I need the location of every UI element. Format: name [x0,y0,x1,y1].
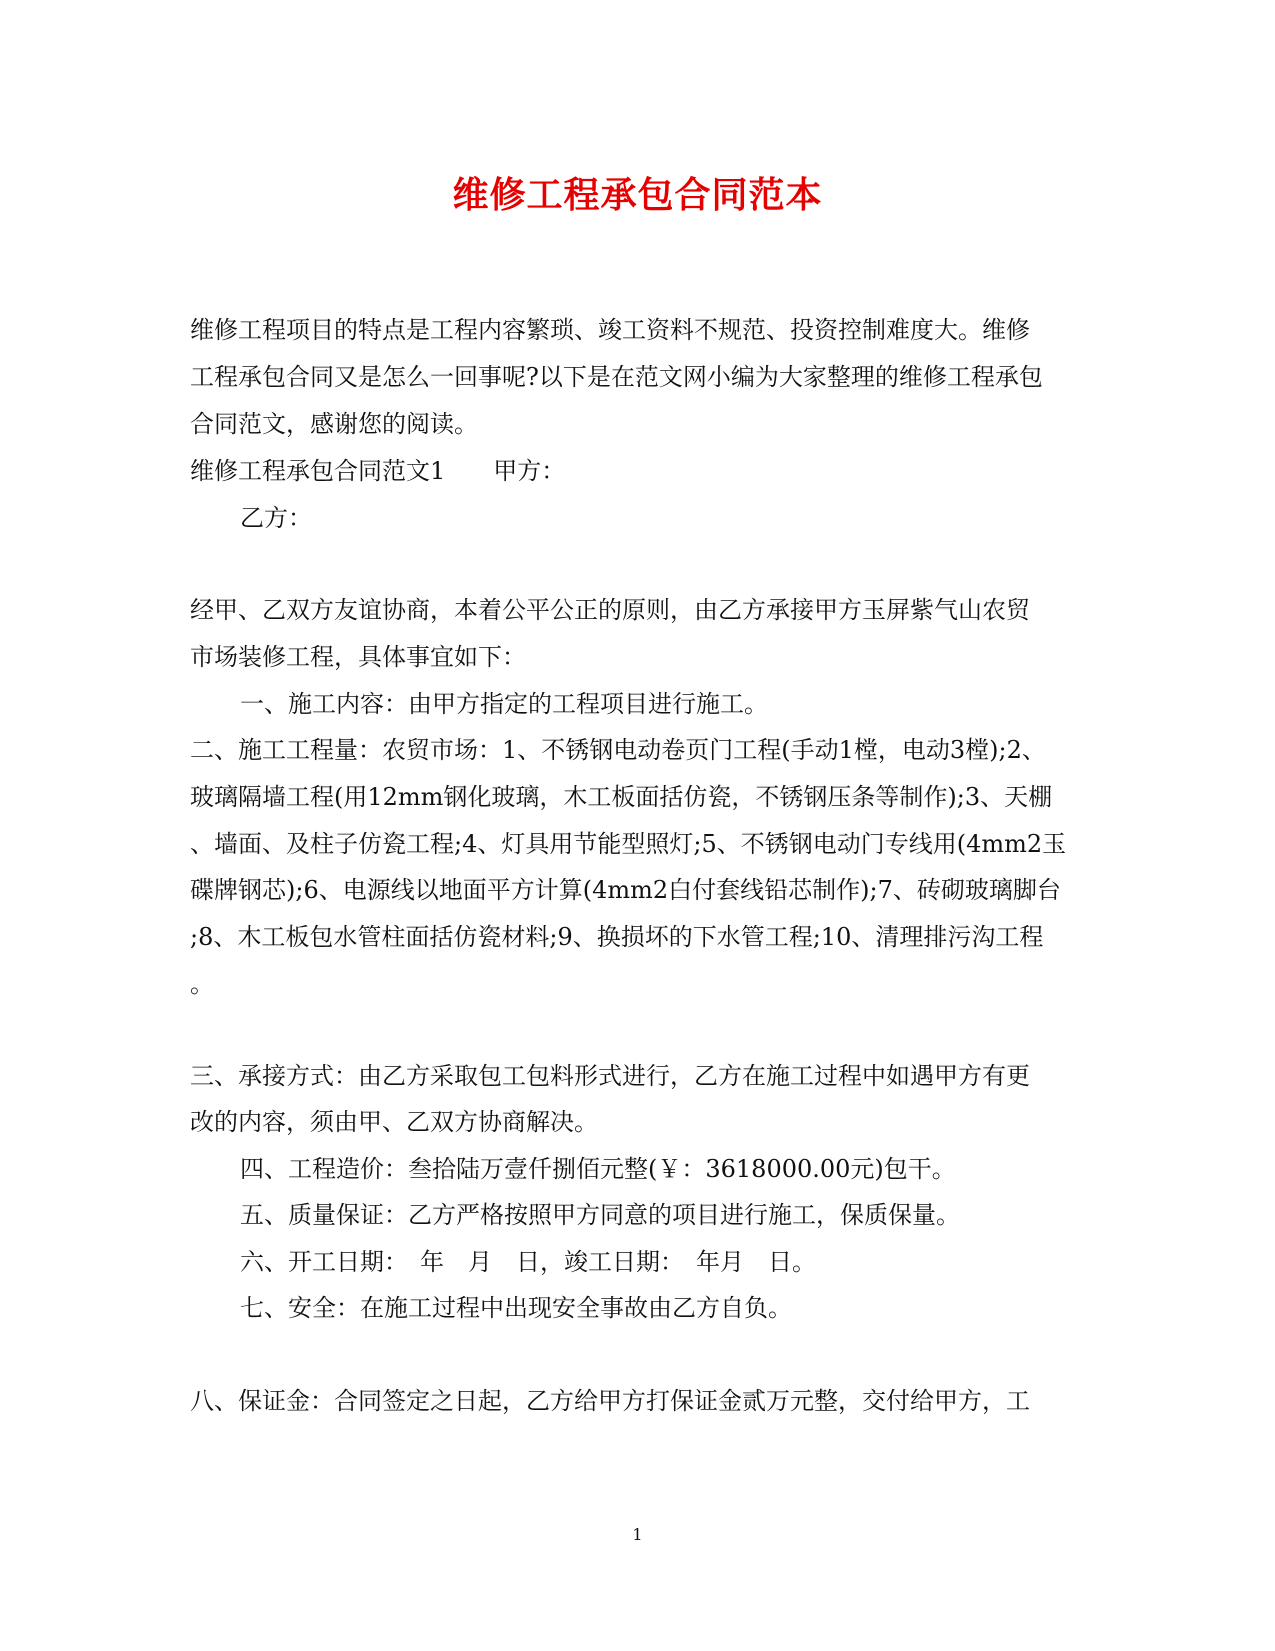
paragraph-line: 一、施工内容：由甲方指定的工程项目进行施工。 [240,690,768,718]
paragraph-line: 经甲、乙双方友谊协商，本着公平公正的原则，由乙方承接甲方玉屏紫气山农贸 [190,596,1030,624]
paragraph-line: 维修工程承包合同范文1 甲方： [190,457,566,485]
paragraph-line: 。 [190,970,214,998]
document-title: 维修工程承包合同范本 [452,174,823,216]
paragraph-line: ;8、木工板包水管柱面括仿瓷材料;9、换损坏的下水管工程;10、清理排污沟工程 [190,923,1044,951]
paragraph-line: 乙方： [240,504,312,532]
paragraph-line: 八、保证金：合同签定之日起，乙方给甲方打保证金贰万元整，交付给甲方，工 [190,1387,1030,1415]
paragraph-line: 市场装修工程，具体事宜如下： [190,643,526,671]
paragraph-line: 二、施工工程量：农贸市场：1、不锈钢电动卷页门工程(手动1樘，电动3樘);2、 [190,736,1046,764]
paragraph-line: 维修工程项目的特点是工程内容繁琐、竣工资料不规范、投资控制难度大。维修 [190,316,1030,344]
paragraph-line: 玻璃隔墙工程(用12mm钢化玻璃，木工板面括仿瓷，不锈钢压条等制作);3、天棚 [190,783,1053,811]
paragraph-line: 七、安全：在施工过程中出现安全事故由乙方自负。 [240,1294,792,1322]
page-number: 1 [632,1525,643,1544]
paragraph-line: 合同范文，感谢您的阅读。 [190,410,478,438]
paragraph-line: 六、开工日期： 年 月 日，竣工日期： 年月 日。 [240,1248,816,1276]
paragraph-line: 改的内容，须由甲、乙双方协商解决。 [190,1108,598,1136]
paragraph-line: 三、承接方式：由乙方采取包工包料形式进行，乙方在施工过程中如遇甲方有更 [190,1062,1030,1090]
paragraph-line: 、墙面、及柱子仿瓷工程;4、灯具用节能型照灯;5、不锈钢电动门专线用(4mm2玉 [190,830,1067,858]
paragraph-line: 五、质量保证：乙方严格按照甲方同意的项目进行施工，保质保量。 [240,1201,960,1229]
paragraph-line: 工程承包合同又是怎么一回事呢?以下是在范文网小编为大家整理的维修工程承包 [190,363,1043,391]
paragraph-line: 四、工程造价：叁拾陆万壹仟捌佰元整(￥：3618000.00元)包干。 [240,1155,956,1183]
paragraph-line: 碟牌钢芯);6、电源线以地面平方计算(4mm2白付套线铅芯制作);7、砖砌玻璃脚台 [190,876,1061,904]
